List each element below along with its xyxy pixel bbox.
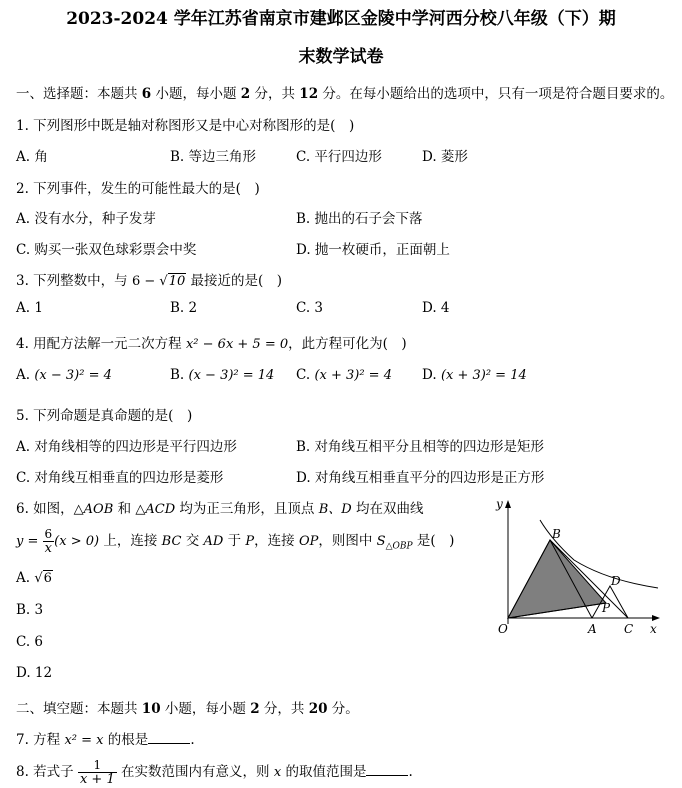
q5-option-d: D. 对角线互相垂直平分的四边形是正方形 xyxy=(296,470,545,486)
q3-option-d: D. 4 xyxy=(422,300,450,316)
q1-option-b: B. 等边三角形 xyxy=(170,149,257,165)
paper-title-line2: 末数学试卷 xyxy=(298,47,384,67)
q5-option-a: A. 对角线相等的四边形是平行四边形 xyxy=(16,439,237,455)
q8-answer-blank[interactable] xyxy=(366,763,408,776)
q4-option-c: C. (x + 3)² = 4 xyxy=(296,367,392,383)
label-d: D xyxy=(611,574,621,588)
shaded-triangle-obp xyxy=(508,540,606,618)
q4-option-a: A. (x − 3)² = 4 xyxy=(16,367,112,383)
q6-stem-line1: 6. 如图，△AOB 和 △ACD 均为正三角形，且顶点 B、D 均在双曲线 xyxy=(16,501,424,517)
q1-stem: 1. 下列图形中既是轴对称图形又是中心对称图形的是( ) xyxy=(16,118,355,134)
q6-stem-line2: y = $\frac{6}{x}$ (x > 0) 上，连接 BC 交 AD 于 P，连接 OP，则图中 $S_{\triangle OBP}$ 是( ) xyxy=(16,527,455,556)
q6-option-c: C. 6 xyxy=(16,634,44,650)
label-y: y xyxy=(496,497,503,511)
q2-option-b: B. 抛出的石子会下落 xyxy=(296,211,423,227)
y-axis-arrow xyxy=(505,500,511,508)
q7-answer-blank[interactable] xyxy=(148,731,190,744)
label-x: x xyxy=(650,622,657,636)
section1-heading: 一、选择题：本题共 6 小题，每小题 2 分，共 12 分。在每小题给出的选项中，只有一项是符合题目要求的。 xyxy=(16,86,674,102)
q7-stem: 7. 方程 x² = x 的根是 . xyxy=(16,732,195,748)
section2-heading: 二、填空题：本题共 10 小题，每小题 2 分，共 20 分。 xyxy=(16,701,359,717)
q4-stem: 4. 用配方法解一元二次方程 x² − 6x + 5 = 0，此方程可化为( ) xyxy=(16,336,407,352)
q2-option-a: A. 没有水分，种子发芽 xyxy=(16,211,156,227)
label-c: C xyxy=(624,622,634,636)
q3-stem: 3. 下列整数中，与 6 − √10 最接近的是( ) xyxy=(16,273,283,289)
q1-option-a: A. 角 xyxy=(16,149,48,165)
label-b: B xyxy=(552,527,561,541)
q2-stem: 2. 下列事件，发生的可能性最大的是( ) xyxy=(16,181,260,197)
q3-option-c: C. 3 xyxy=(296,300,324,316)
label-p: P xyxy=(602,601,611,615)
q5-option-b: B. 对角线互相平分且相等的四边形是矩形 xyxy=(296,439,545,455)
q2-option-c: C. 购买一张双色球彩票会中奖 xyxy=(16,242,197,258)
q6-option-a: A. √6 xyxy=(16,570,52,586)
q8-stem: 8. 若式子 $\frac{1}{x + 1}$ 在实数范围内有意义，则 x 的取值范围是 . xyxy=(16,758,413,787)
x-axis-arrow xyxy=(652,615,660,621)
q1-option-d: D. 菱形 xyxy=(422,149,468,165)
q5-option-c: C. 对角线互相垂直的四边形是菱形 xyxy=(16,470,224,486)
label-o: O xyxy=(498,622,508,636)
q6-option-d: D. 12 xyxy=(16,665,53,681)
paper-title-line1: 2023-2024 学年江苏省南京市建邺区金陵中学河西分校八年级（下）期 xyxy=(66,9,616,29)
q1-option-c: C. 平行四边形 xyxy=(296,149,382,165)
q6-option-b: B. 3 xyxy=(16,602,44,618)
label-a: A xyxy=(588,622,597,636)
q6-figure xyxy=(488,496,668,641)
q4-option-d: D. (x + 3)² = 14 xyxy=(422,367,527,383)
q3-option-b: B. 2 xyxy=(170,300,198,316)
q5-stem: 5. 下列命题是真命题的是( ) xyxy=(16,408,193,424)
q4-option-b: B. (x − 3)² = 14 xyxy=(170,367,275,383)
q2-option-d: D. 抛一枚硬币，正面朝上 xyxy=(296,242,450,258)
q3-option-a: A. 1 xyxy=(16,300,43,316)
